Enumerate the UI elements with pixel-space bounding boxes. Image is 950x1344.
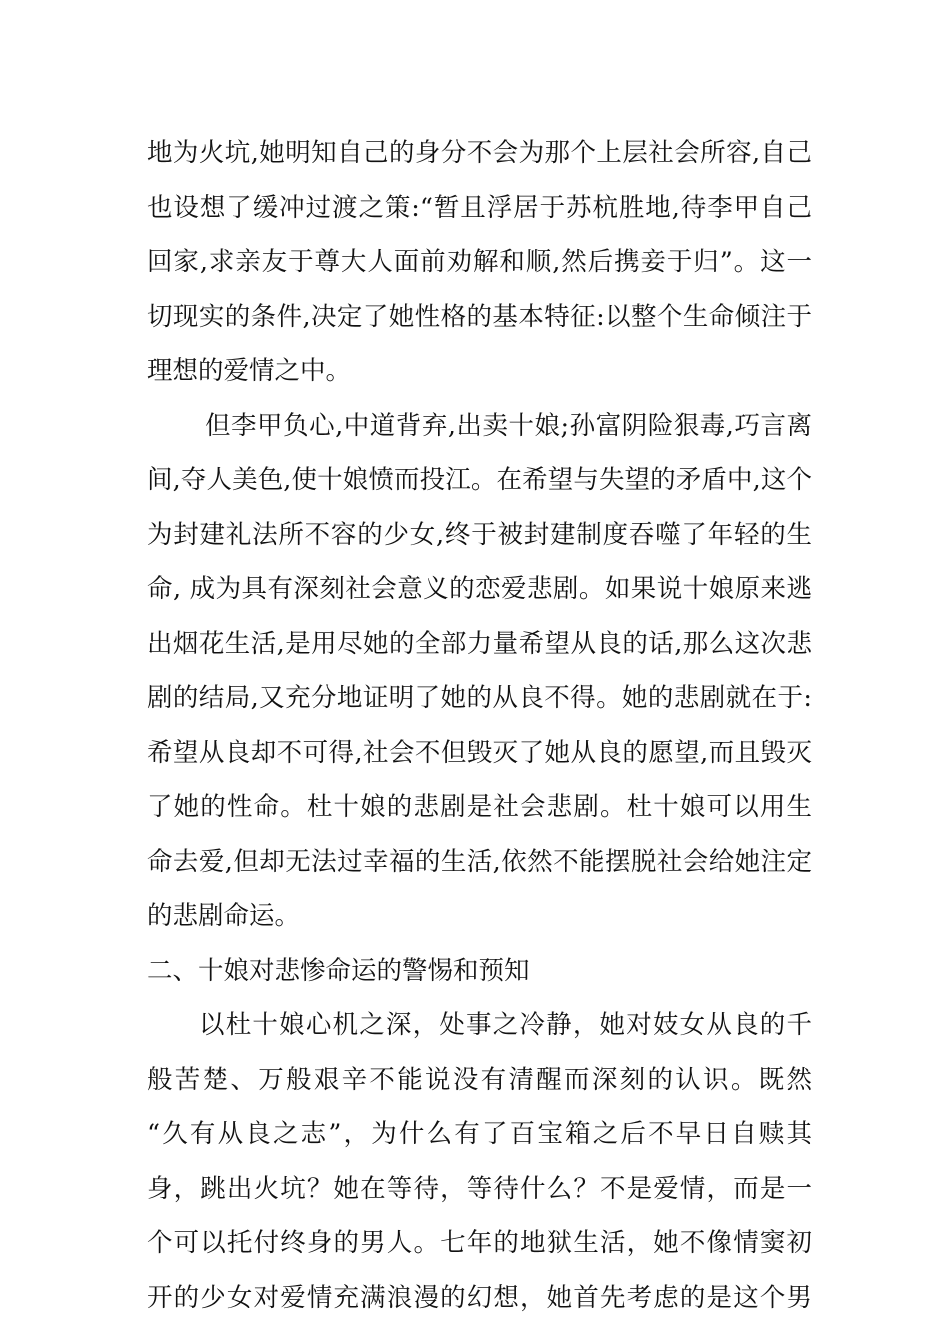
text-line: 为封建礼法所不容的少女,终于被封建制度吞噬了年轻的生 xyxy=(147,519,812,550)
text-line: 地为火坑,她明知自己的身分不会为那个上层社会所容,自己 xyxy=(147,138,812,168)
text-line: 开的少女对爱情充满浪漫的幻想，她首先考虑的是这个男 xyxy=(147,1282,812,1313)
text-line: 了她的性命。杜十娘的悲剧是社会悲剧。杜十娘可以用生 xyxy=(147,792,812,822)
text-line: 身，跳出火坑？她在等待，等待什么？不是爱情，而是一 xyxy=(147,1173,812,1204)
text-line: 但李甲负心,中道背弃,出卖十娘;孙富阴险狠毒,巧言离 xyxy=(205,410,812,441)
document-body xyxy=(147,126,812,1325)
text-line: 间,夺人美色,使十娘愤而投江。在希望与失望的矛盾中,这个 xyxy=(147,465,812,495)
text-line: 以杜十娘心机之深，处事之冷静，她对妓女从良的千 xyxy=(199,1010,812,1040)
text-line: “久有从良之志”，为什么有了百宝箱之后不早日自赎其 xyxy=(147,1119,812,1149)
text-line: 希望从良却不可得,社会不但毁灭了她从良的愿望,而且毁灭 xyxy=(147,737,812,768)
text-line: 出烟花生活,是用尽她的全部力量希望从良的话,那么这次悲 xyxy=(147,628,812,659)
text-line: 个可以托付终身的男人。七年的地狱生活，她不像情窦初 xyxy=(147,1228,812,1258)
text-line: 般苦楚、万般艰辛不能说没有清醒而深刻的认识。既然 xyxy=(147,1064,812,1095)
section-heading: 二、十娘对悲惨命运的警惕和预知 xyxy=(147,955,530,986)
text-line: 命, 成为具有深刻社会意义的恋爱悲剧。如果说十娘原来逃 xyxy=(147,574,812,604)
text-line: 也设想了缓冲过渡之策:“暂且浮居于苏杭胜地,待李甲自己 xyxy=(147,192,812,223)
paragraph-2 xyxy=(147,399,812,944)
text-line: 命去爱,但却无法过幸福的生活,依然不能摆脱社会给她注定 xyxy=(147,846,812,877)
text-line: 回家,求亲友于尊大人面前劝解和顺,然后携妾于归”。这一 xyxy=(147,247,812,277)
text-line: 切现实的条件,决定了她性格的基本特征:以整个生命倾注于 xyxy=(147,301,812,332)
text-line: 的悲剧命运。 xyxy=(147,901,301,931)
paragraph-3 xyxy=(147,998,812,1325)
paragraph-1 xyxy=(147,126,812,399)
text-line: 剧的结局,又充分地证明了她的从良不得。她的悲剧就在于: xyxy=(147,683,812,713)
text-line: 理想的爱情之中。 xyxy=(147,356,352,386)
